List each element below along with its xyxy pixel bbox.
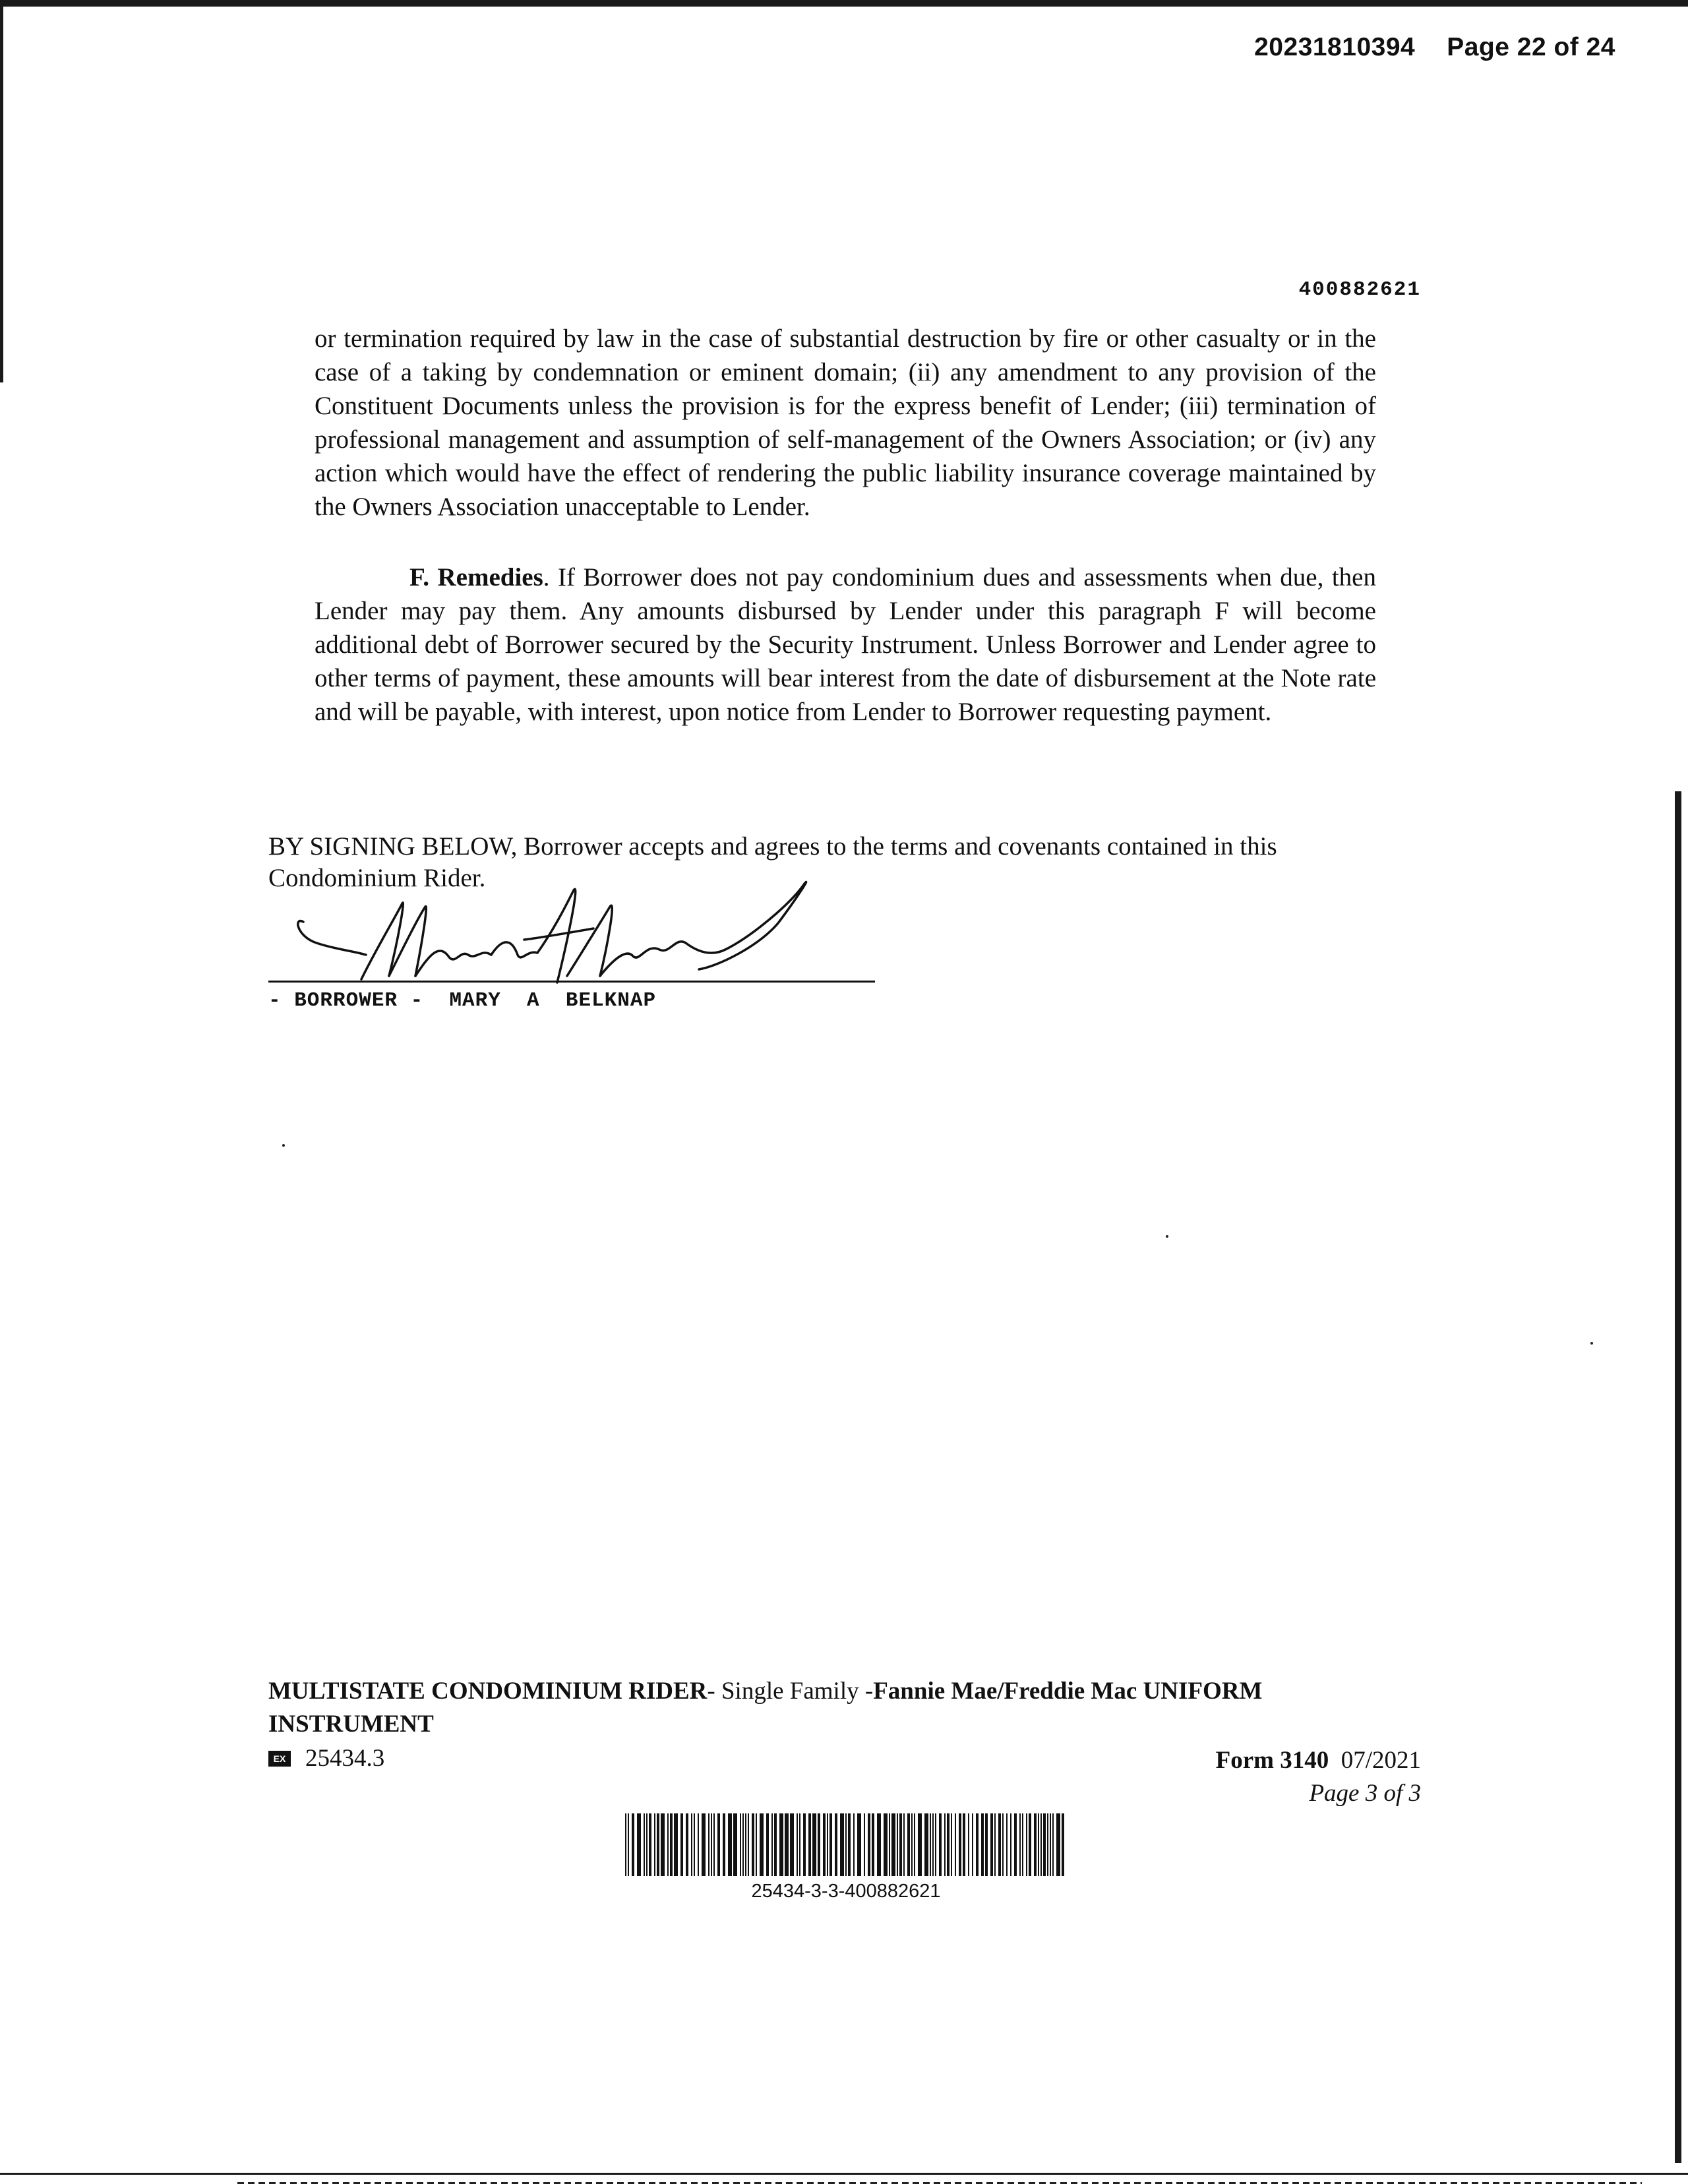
barcode-bar — [1043, 1813, 1046, 1876]
barcode-bar — [829, 1813, 832, 1876]
barcode-bar — [812, 1813, 816, 1876]
barcode-bar — [981, 1813, 984, 1876]
barcode-bar — [1029, 1813, 1031, 1876]
barcode-bar — [670, 1813, 673, 1876]
form-page: Page 3 of 3 — [1309, 1780, 1421, 1807]
barcode-bar — [632, 1813, 634, 1876]
scan-border-bottom — [0, 2173, 1688, 2175]
barcode-bar — [661, 1813, 665, 1876]
barcode-bar — [930, 1813, 931, 1876]
barcode-bar — [998, 1813, 1001, 1876]
form-title — [268, 1675, 1389, 1741]
barcode-bar — [1014, 1813, 1017, 1876]
barcode-bar — [1062, 1813, 1064, 1876]
barcode-bar — [698, 1813, 699, 1876]
barcode-bar — [702, 1813, 706, 1876]
barcode-bar — [911, 1813, 913, 1876]
barcode-bar — [649, 1813, 651, 1876]
barcode-bar — [799, 1813, 800, 1876]
barcode-bar — [848, 1813, 851, 1876]
barcode-bar — [708, 1813, 709, 1876]
barcode-bar — [864, 1813, 865, 1876]
loan-number: 400882621 — [1298, 278, 1421, 301]
page-header — [1254, 33, 1615, 62]
barcode-bar — [657, 1813, 659, 1876]
barcode-bar — [691, 1813, 692, 1876]
barcode-bar — [823, 1813, 826, 1876]
barcode-bar — [899, 1813, 902, 1876]
barcode-bar — [740, 1813, 741, 1876]
scan-speck — [1590, 1342, 1593, 1345]
form-label: Form 3140 — [1215, 1747, 1329, 1774]
barcode-bar — [803, 1813, 806, 1876]
barcode-bar — [711, 1813, 712, 1876]
barcode-bar — [1052, 1813, 1054, 1876]
barcode-bar — [924, 1813, 928, 1876]
barcode-bar — [1019, 1813, 1021, 1876]
barcode-bar — [748, 1813, 749, 1876]
barcode-bar — [717, 1813, 720, 1876]
barcode-bar — [891, 1813, 895, 1876]
barcode-bar — [756, 1813, 757, 1876]
barcode-bar — [646, 1813, 648, 1876]
form-date: 07/2021 — [1341, 1747, 1421, 1774]
barcode-bar — [985, 1813, 988, 1876]
barcode-bar — [947, 1813, 950, 1876]
barcode-bar — [818, 1813, 820, 1876]
barcode-bar — [968, 1813, 969, 1876]
barcode-bar — [1034, 1813, 1037, 1876]
form-title-part-1: MULTISTATE CONDOMINIUM RIDER — [268, 1678, 708, 1705]
barcode-bar — [1006, 1813, 1008, 1876]
barcode-bar — [944, 1813, 946, 1876]
scan-border-left — [0, 0, 3, 382]
barcode-bar — [976, 1813, 979, 1876]
barcode-bar — [790, 1813, 794, 1876]
form-number-block — [1216, 1744, 1421, 1810]
barcode-bar — [914, 1813, 915, 1876]
barcode-bar — [628, 1813, 629, 1876]
barcode-bar — [752, 1813, 754, 1876]
barcode-bar — [808, 1813, 811, 1876]
barcode-bar — [872, 1813, 874, 1876]
barcode-bar — [857, 1813, 861, 1876]
barcode-bar — [1050, 1813, 1051, 1876]
barcode-bar — [972, 1813, 973, 1876]
barcode-bar — [742, 1813, 744, 1876]
remedies-heading: F. Remedies — [409, 563, 543, 592]
barcode-bar — [723, 1813, 725, 1876]
barcode-bar — [728, 1813, 732, 1876]
barcode-bar — [951, 1813, 952, 1876]
barcode-bar — [853, 1813, 855, 1876]
barcode-bar — [1026, 1813, 1027, 1876]
signature-line — [268, 981, 875, 983]
barcode-bar — [637, 1813, 641, 1876]
ex-logo-icon: EX — [268, 1751, 291, 1767]
barcode-bar — [1010, 1813, 1011, 1876]
barcode-bar — [959, 1813, 961, 1876]
barcode-bar — [694, 1813, 695, 1876]
document-number: 20231810394 — [1254, 33, 1416, 61]
barcode-bar — [990, 1813, 993, 1876]
scan-border-top — [0, 0, 1688, 7]
form-code-value: 25434.3 — [305, 1745, 385, 1772]
form-title-part-3: Fannie Mae/Freddie Mac UNIFORM INSTRUMENT — [268, 1678, 1263, 1738]
barcode-bar — [877, 1813, 881, 1876]
barcode-bar — [674, 1813, 678, 1876]
barcode-bar — [779, 1813, 783, 1876]
handwritten-signature — [290, 877, 831, 996]
barcode-bar — [889, 1813, 890, 1876]
barcode-bar — [644, 1813, 645, 1876]
barcode-bar — [745, 1813, 746, 1876]
barcode-bar — [1056, 1813, 1060, 1876]
barcode-text: 25434-3-3-400882621 — [751, 1881, 941, 1902]
barcode — [625, 1813, 1067, 1876]
barcode-bar — [760, 1813, 764, 1876]
scan-speck — [1166, 1235, 1168, 1238]
barcode-bar — [667, 1813, 669, 1876]
barcode-bar — [845, 1813, 847, 1876]
barcode-bar — [868, 1813, 870, 1876]
barcode-bar — [918, 1813, 922, 1876]
scan-speck — [282, 1144, 285, 1147]
barcode-bar — [785, 1813, 789, 1876]
barcode-bar — [1038, 1813, 1039, 1876]
barcode-bar — [955, 1813, 956, 1876]
barcode-bar — [774, 1813, 777, 1876]
barcode-bar — [1040, 1813, 1042, 1876]
barcode-bar — [733, 1813, 737, 1876]
remedies-paragraph — [315, 561, 1376, 729]
scan-border-right — [1675, 791, 1681, 2163]
barcode-bar — [771, 1813, 773, 1876]
barcode-bar — [1022, 1813, 1023, 1876]
barcode-bar — [907, 1813, 910, 1876]
barcode-bar — [994, 1813, 996, 1876]
barcode-bar — [1002, 1813, 1004, 1876]
barcode-bar — [654, 1813, 655, 1876]
barcode-bar — [680, 1813, 683, 1876]
signer-name: - BORROWER - MARY A BELKNAP — [268, 989, 657, 1012]
barcode-bar — [939, 1813, 942, 1876]
barcode-bar — [766, 1813, 769, 1876]
page-label: Page 22 of 24 — [1447, 33, 1615, 61]
barcode-bar — [840, 1813, 844, 1876]
continuation-paragraph: or termination required by law in the case of substantial destruction by fire or other casualty or in the case of a taking by condemnation or eminent domain; (ii) any amendment to any provision of the Constituent Documents unless the provision is for the express benefit of Lender; (iii) termination of professional management and assumption of self-management of the Owners Association; or (iv) any action which would have the effect of rendering the public liability insurance coverage maintained by the Owners Association unacceptable to Lender. — [315, 324, 1376, 521]
barcode-bar — [713, 1813, 715, 1876]
barcode-bar — [963, 1813, 965, 1876]
barcode-bar — [827, 1813, 828, 1876]
signing-statement: BY SIGNING BELOW, Borrower accepts and agrees to the terms and covenants contained in this Condominium Rider. — [268, 832, 1277, 892]
barcode-bar — [903, 1813, 905, 1876]
barcode-bar — [625, 1813, 626, 1876]
barcode-bar — [935, 1813, 936, 1876]
barcode-bar — [797, 1813, 798, 1876]
barcode-bar — [1047, 1813, 1048, 1876]
remedies-text: . If Borrower does not pay condominium dues and assessments when due, then Lender may pay them. Any amounts disbursed by Lender under this paragraph F will become additional debt of Borrower secured by the Security Instrument. Unless Borrower and Lender agree to other terms of payment, these amounts will bear interest from the date of disbursement at the Note rate and will be payable, with interest, upon notice from Lender to Borrower requesting payment. — [315, 563, 1376, 726]
barcode-bar — [932, 1813, 934, 1876]
barcode-bar — [686, 1813, 688, 1876]
barcode-bar — [835, 1813, 837, 1876]
barcode-bar — [897, 1813, 898, 1876]
form-title-part-2: - Single Family - — [707, 1678, 874, 1705]
form-code — [268, 1744, 384, 1773]
barcode-bar — [884, 1813, 888, 1876]
